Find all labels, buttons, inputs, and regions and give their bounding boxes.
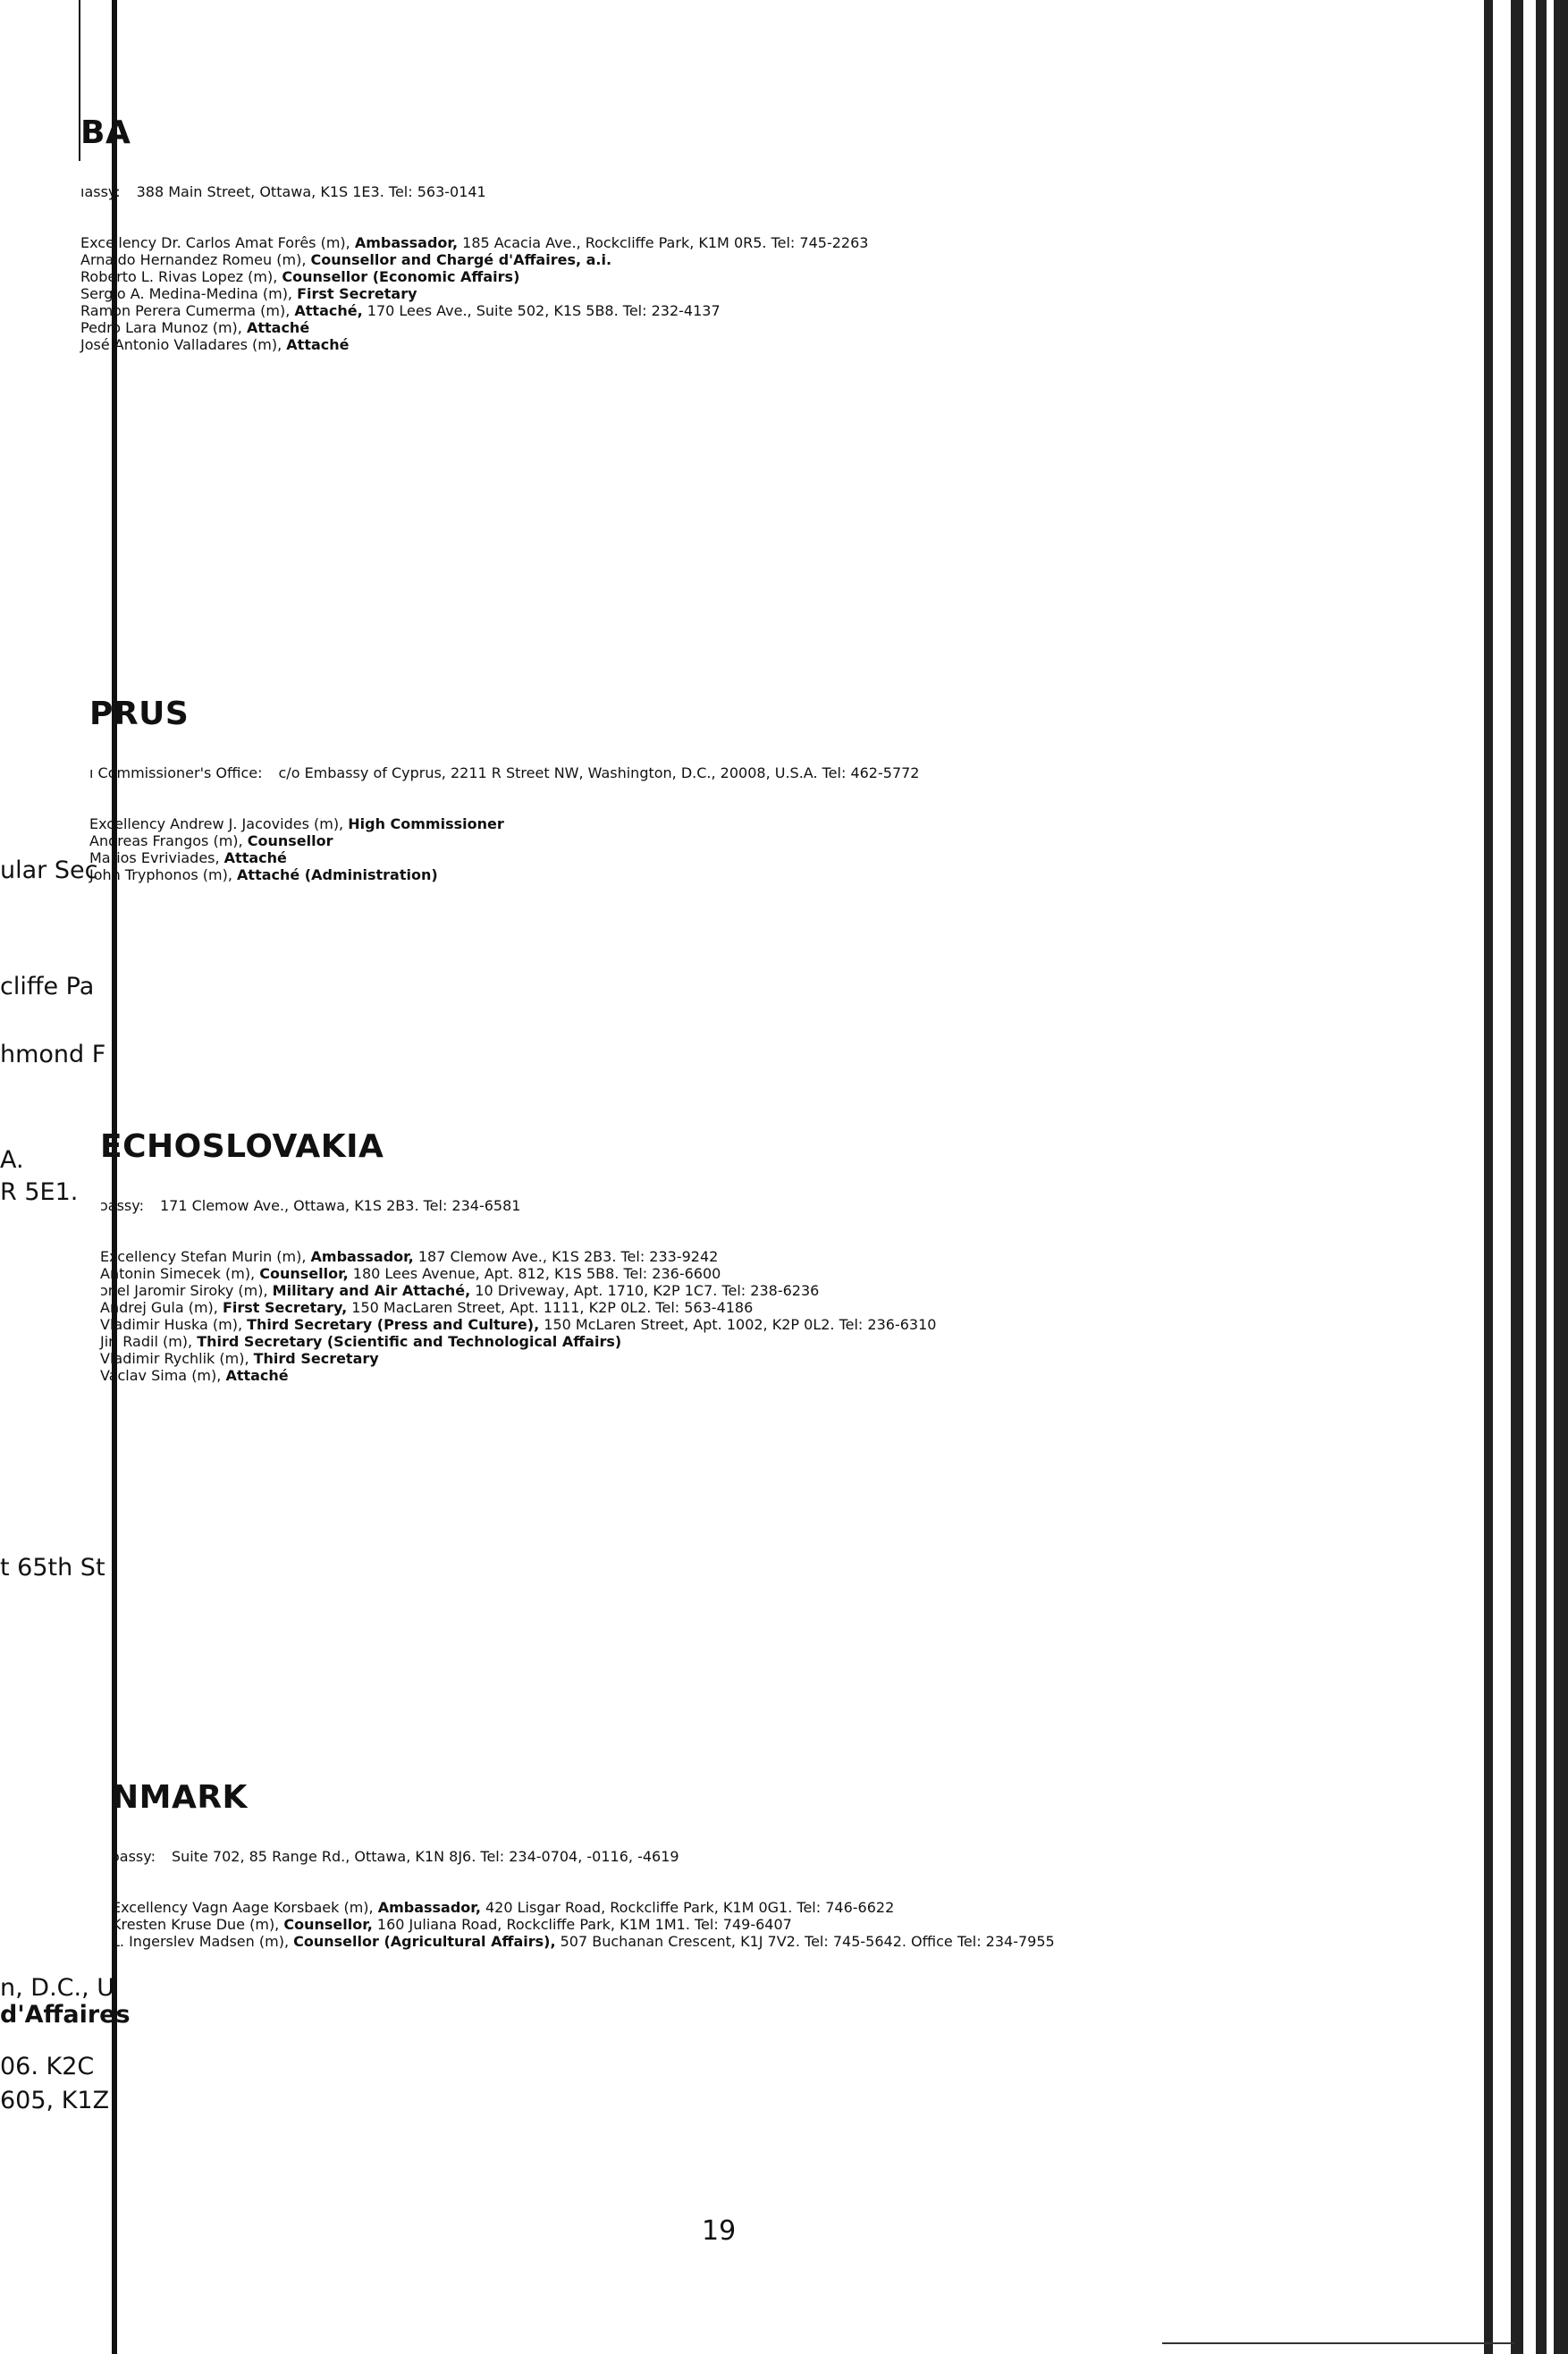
margin-fragment: cliffe Pa [0, 973, 95, 1000]
staff-title: Attaché [225, 1367, 289, 1384]
staff-title: Attaché (Administration) [237, 866, 438, 883]
margin-fragment: n, D.C., U [0, 1974, 115, 2002]
staff-name: Antonin Simecek (m), [100, 1265, 260, 1282]
staff-name: Excellency Vagn Aage Korsbaek (m), [112, 1899, 378, 1916]
office-address [100, 1197, 1387, 1214]
staff-title: Third Secretary (Scientific and Technological Affairs) [197, 1333, 622, 1350]
staff-entry [80, 319, 1368, 336]
staff-entry [112, 1933, 1381, 1950]
section-cuba [80, 114, 1368, 353]
staff-entry [89, 849, 1377, 866]
staff-entry [89, 866, 1377, 883]
country-heading: BA [80, 114, 131, 151]
staff-entry [100, 1333, 1387, 1350]
staff-name: Vaclav Sima (m), [100, 1367, 226, 1384]
staff-entry [80, 336, 1368, 353]
staff-address: 187 Clemow Ave., K1S 2B3. Tel: 233-9242 [413, 1248, 719, 1265]
staff-entry [100, 1282, 1387, 1299]
staff-entry [80, 234, 1368, 251]
office-address [89, 764, 1377, 781]
staff-entry [100, 1350, 1387, 1367]
staff-name: Vladimir Huska (m), [100, 1316, 248, 1333]
staff-entry [89, 815, 1377, 832]
staff-title: Attaché [223, 849, 287, 866]
staff-entry [112, 1899, 1381, 1916]
staff-address: 150 MacLaren Street, Apt. 1111, K2P 0L2. Tel: 563-4186 [347, 1299, 754, 1316]
staff-name: Ramon Perera Cumerma (m), [80, 302, 295, 319]
staff-title: Attaché [286, 336, 350, 353]
bottom-edge-rule [1162, 2342, 1514, 2344]
country-heading: NMARK [112, 1779, 248, 1816]
office-label: ı Commissioner's Office: [89, 764, 263, 781]
staff-name: Jiri Radil (m), [100, 1333, 198, 1350]
staff-title: First Secretary, [222, 1299, 348, 1316]
staff-title: Counsellor (Economic Affairs) [282, 268, 520, 285]
staff-address: 507 Buchanan Crescent, K1J 7V2. Tel: 745-5642. Office Tel: 234-7955 [555, 1933, 1055, 1950]
staff-title: Third Secretary [253, 1350, 379, 1367]
page-edge-shadow [1554, 0, 1568, 2354]
staff-name: José Antonio Valladares (m), [80, 336, 287, 353]
office-value: c/o Embassy of Cyprus, 2211 R Street NW, Washington, D.C., 20008, U.S.A. Tel: 462-5772 [278, 764, 920, 781]
staff-entry [80, 251, 1368, 268]
staff-address: 160 Juliana Road, Rockcliffe Park, K1M 1M1. Tel: 749-6407 [372, 1916, 792, 1933]
staff-entry [100, 1299, 1387, 1316]
staff-name: Excellency Dr. Carlos Amat Forês (m), [80, 234, 355, 251]
staff-name: John Tryphonos (m), [89, 866, 238, 883]
staff-title: Ambassador, [354, 234, 459, 251]
office-value: 171 Clemow Ave., Ottawa, K1S 2B3. Tel: 234-6581 [159, 1197, 521, 1214]
staff-entry [100, 1248, 1387, 1265]
page-number: 19 [702, 2215, 737, 2247]
staff-title: Counsellor, [283, 1916, 373, 1933]
country-heading: ECHOSLOVAKIA [100, 1128, 384, 1165]
staff-name: Andrej Gula (m), [100, 1299, 223, 1316]
staff-name: Sergio A. Medina-Medina (m), [80, 285, 298, 302]
staff-title: First Secretary [297, 285, 417, 302]
staff-entry [80, 268, 1368, 285]
office-label: ɔassy: [100, 1197, 144, 1214]
staff-entry [80, 302, 1368, 319]
staff-title: Counsellor, [259, 1265, 349, 1282]
office-label: ıassy: [80, 183, 121, 200]
staff-name: ɔnel Jaromir Siroky (m), [100, 1282, 273, 1299]
margin-fragment: A. [0, 1146, 24, 1174]
staff-name: Pedro Lara Munoz (m), [80, 319, 247, 336]
staff-title: Counsellor and Chargé d'Affaires, a.i. [310, 251, 612, 268]
staff-title: Attaché [246, 319, 310, 336]
margin-fragment: 605, K1Z [0, 2087, 110, 2114]
office-value: 388 Main Street, Ottawa, K1S 1E3. Tel: 563-0141 [136, 183, 486, 200]
staff-title: Attaché, [294, 302, 363, 319]
staff-address: 185 Acacia Ave., Rockcliffe Park, K1M 0R5. Tel: 745-2263 [458, 234, 869, 251]
staff-entry [80, 285, 1368, 302]
staff-name: Excellency Andrew J. Jacovides (m), [89, 815, 349, 832]
section-cyprus [89, 696, 1377, 883]
margin-fragment: R 5E1. [0, 1178, 79, 1206]
staff-title: Third Secretary (Press and Culture), [247, 1316, 540, 1333]
margin-fragment: hmond F [0, 1041, 106, 1068]
page-edge-shadow [1484, 0, 1493, 2354]
staff-entry [89, 832, 1377, 849]
page-edge-shadow [1536, 0, 1547, 2354]
staff-name: Arnaldo Hernandez Romeu (m), [80, 251, 311, 268]
office-value: Suite 702, 85 Range Rd., Ottawa, K1N 8J6. Tel: 234-0704, -0116, -4619 [171, 1848, 679, 1865]
section-denmark [112, 1779, 1381, 1950]
staff-name: Vladimir Rychlik (m), [100, 1350, 254, 1367]
staff-name: Roberto L. Rivas Lopez (m), [80, 268, 282, 285]
office-label: ɔassy: [112, 1848, 156, 1865]
staff-entry [100, 1316, 1387, 1333]
office-address [80, 183, 1368, 200]
staff-entry [112, 1916, 1381, 1933]
staff-name: Excellency Stefan Murin (m), [100, 1248, 311, 1265]
staff-address: 170 Lees Ave., Suite 502, K1S 5B8. Tel: 232-4137 [362, 302, 721, 319]
staff-title: High Commissioner [348, 815, 504, 832]
staff-title: Ambassador, [310, 1248, 414, 1265]
margin-fragment: d'Affaires [0, 2001, 131, 2029]
staff-title: Counsellor (Agricultural Affairs), [293, 1933, 556, 1950]
staff-name: Marios Evriviades, [89, 849, 224, 866]
page-edge-shadow [1511, 0, 1523, 2354]
staff-title: Military and Air Attaché, [272, 1282, 471, 1299]
margin-fragment: ular Sec [0, 856, 98, 884]
staff-name: L. Ingerslev Madsen (m), [112, 1933, 294, 1950]
office-address [112, 1848, 1381, 1865]
staff-entry [100, 1265, 1387, 1282]
staff-address: 10 Driveway, Apt. 1710, K2P 1C7. Tel: 238-6236 [470, 1282, 820, 1299]
section-czechoslovakia [100, 1128, 1387, 1384]
staff-name: Andreas Frangos (m), [89, 832, 248, 849]
staff-name: Kresten Kruse Due (m), [112, 1916, 284, 1933]
staff-address: 420 Lisgar Road, Rockcliffe Park, K1M 0G1. Tel: 746-6622 [480, 1899, 895, 1916]
staff-entry [100, 1367, 1387, 1384]
margin-fragment: 06. K2C [0, 2053, 95, 2080]
margin-fragment: t 65th St [0, 1554, 105, 1582]
staff-address: 180 Lees Avenue, Apt. 812, K1S 5B8. Tel: 236-6600 [348, 1265, 721, 1282]
staff-title: Counsellor [247, 832, 333, 849]
staff-address: 150 McLaren Street, Apt. 1002, K2P 0L2. Tel: 236-6310 [539, 1316, 937, 1333]
country-heading: PRUS [89, 696, 190, 732]
staff-title: Ambassador, [377, 1899, 481, 1916]
